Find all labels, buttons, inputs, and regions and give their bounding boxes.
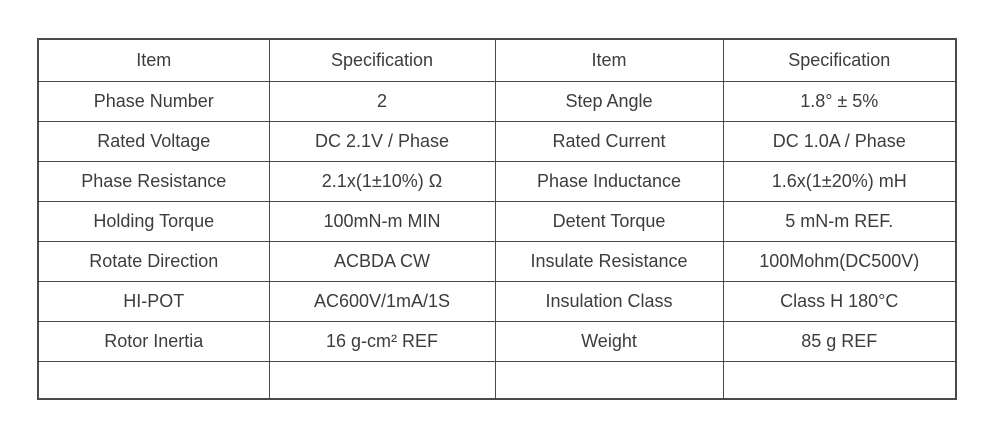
table-cell-value xyxy=(269,361,495,399)
table-cell-value: DC 1.0A / Phase xyxy=(723,121,956,161)
table-row-phase-number xyxy=(38,81,956,121)
column-header-item-left: Item xyxy=(38,39,269,81)
table-row-phase-resistance xyxy=(38,161,956,201)
table-row-rotate-direction xyxy=(38,241,956,281)
table-cell-item xyxy=(495,361,723,399)
table-cell-value: ACBDA CW xyxy=(269,241,495,281)
table-cell-value: 2 xyxy=(269,81,495,121)
table-cell-value: 85 g REF xyxy=(723,321,956,361)
table-cell-item: Rated Current xyxy=(495,121,723,161)
table-cell-item: Phase Resistance xyxy=(38,161,269,201)
table-row-holding-torque xyxy=(38,201,956,241)
table-cell-value: 2.1x(1±10%) Ω xyxy=(269,161,495,201)
table-cell-value: 1.8° ± 5% xyxy=(723,81,956,121)
table-cell-value: AC600V/1mA/1S xyxy=(269,281,495,321)
column-header-item-right: Item xyxy=(495,39,723,81)
table-cell-item: HI-POT xyxy=(38,281,269,321)
table-cell-value: 16 g-cm² REF xyxy=(269,321,495,361)
table-cell-item: Weight xyxy=(495,321,723,361)
table-cell-item xyxy=(38,361,269,399)
table-cell-value: DC 2.1V / Phase xyxy=(269,121,495,161)
table-cell-item: Rotate Direction xyxy=(38,241,269,281)
table-cell-value xyxy=(723,361,956,399)
column-header-specification-right: Specification xyxy=(723,39,956,81)
spec-table xyxy=(37,38,957,400)
table-row-rated-voltage xyxy=(38,121,956,161)
table-row-empty xyxy=(38,361,956,399)
header-row xyxy=(38,39,956,81)
table-cell-item: Detent Torque xyxy=(495,201,723,241)
table-cell-item: Holding Torque xyxy=(38,201,269,241)
table-cell-item: Insulation Class xyxy=(495,281,723,321)
table-cell-item: Rotor Inertia xyxy=(38,321,269,361)
table-row-rotor-inertia xyxy=(38,321,956,361)
table-cell-item: Phase Number xyxy=(38,81,269,121)
table-cell-item: Step Angle xyxy=(495,81,723,121)
column-header-specification-left: Specification xyxy=(269,39,495,81)
table-cell-item: Insulate Resistance xyxy=(495,241,723,281)
table-cell-item: Rated Voltage xyxy=(38,121,269,161)
table-cell-value: 5 mN-m REF. xyxy=(723,201,956,241)
table-cell-value: 100mN-m MIN xyxy=(269,201,495,241)
table-row-hi-pot xyxy=(38,281,956,321)
table-cell-value: 1.6x(1±20%) mH xyxy=(723,161,956,201)
table-cell-insulation-class-value: Class H 180°C xyxy=(723,281,956,321)
table-cell-value: 100Mohm(DC500V) xyxy=(723,241,956,281)
table-cell-item: Phase Inductance xyxy=(495,161,723,201)
